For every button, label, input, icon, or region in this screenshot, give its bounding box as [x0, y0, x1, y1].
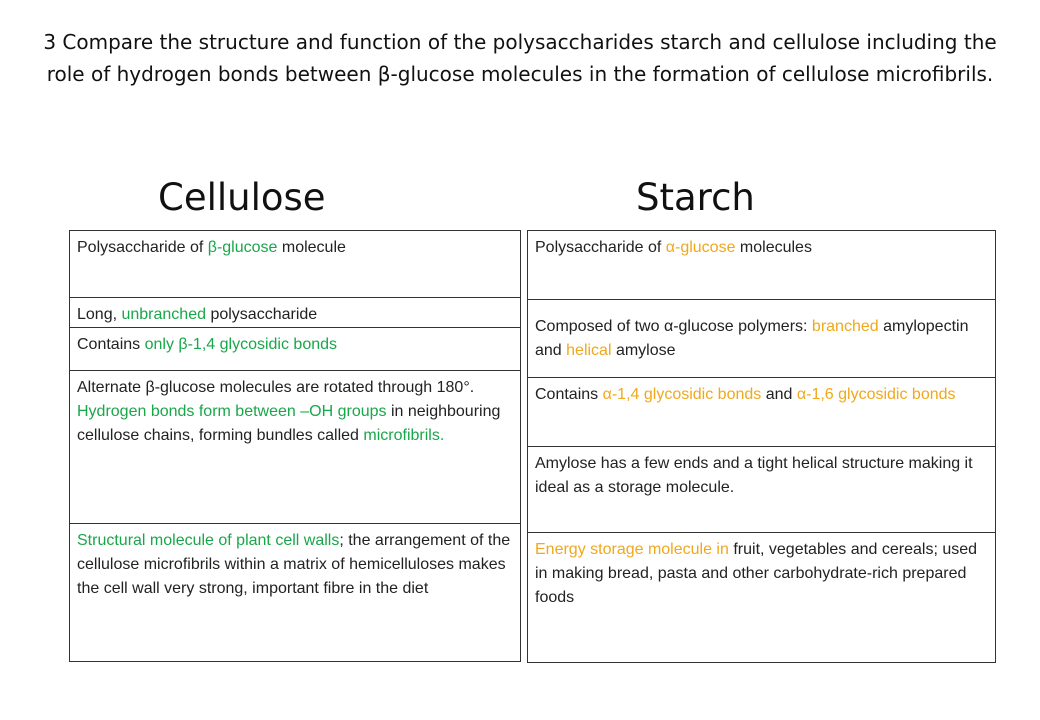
plain-text: ; the arrangement of the cellulose microfibrils within a matrix of hemicelluloses makes the cell wall very strong, important fibre in the diet: [77, 532, 511, 597]
plain-text: amylose: [611, 341, 676, 359]
plain-text: Polysaccharide of: [77, 239, 208, 256]
highlight-text: Hydrogen bonds form between –OH groups: [77, 403, 387, 420]
starch-cell: [528, 378, 996, 447]
plain-text: molecule: [277, 239, 346, 256]
cellulose-cell: [70, 298, 521, 328]
plain-text: polysaccharide: [206, 306, 318, 323]
starch-cell: [528, 300, 996, 378]
starch-row: [528, 533, 996, 663]
cellulose-cell: [70, 231, 521, 298]
highlight-text: microfibrils.: [363, 427, 445, 444]
cellulose-heading: Cellulose: [158, 176, 326, 219]
plain-text: molecules: [735, 239, 812, 256]
plain-text: Polysaccharide of: [535, 239, 666, 256]
highlight-text: Energy storage molecule in: [535, 541, 729, 558]
highlight-text: only β-1,4 glycosidic bonds: [144, 336, 338, 353]
starch-cell: [528, 447, 996, 533]
highlight-text: unbranched: [121, 306, 206, 323]
cellulose-row: [70, 231, 521, 298]
starch-heading: Starch: [636, 176, 755, 219]
plain-text: amylopectin and: [535, 317, 969, 359]
highlight-text: α-glucose: [665, 239, 736, 256]
cellulose-table: [69, 230, 521, 662]
starch-table: [527, 230, 996, 663]
question-text: 3 Compare the structure and function of the polysaccharides starch and cellulose including the role of hydrogen bonds between β-glucose molecules in the formation of cellulose microfibrils.: [43, 30, 997, 86]
plain-text: Alternate β-glucose molecules are rotated through 180°.: [77, 379, 475, 396]
cellulose-row: [70, 524, 521, 662]
highlight-text: Structural molecule of plant cell walls: [77, 532, 340, 549]
starch-row: [528, 300, 996, 378]
highlight-text: α-1,6 glycosidic bonds: [796, 386, 956, 403]
starch-row: [528, 231, 996, 300]
cellulose-row: [70, 371, 521, 524]
plain-text: Amylose has a few ends and a tight helical structure making it ideal as a storage molecule.: [535, 455, 973, 496]
starch-cell: [528, 533, 996, 663]
highlight-text: α-1,4 glycosidic bonds: [602, 386, 762, 403]
starch-row: [528, 447, 996, 533]
cellulose-cell: [70, 371, 521, 524]
plain-text: Contains: [77, 336, 145, 353]
highlight-text: helical: [566, 341, 612, 359]
highlight-text: β-glucose: [207, 239, 278, 256]
cellulose-cell: [70, 524, 521, 662]
cellulose-row: [70, 298, 521, 328]
highlight-text: branched: [811, 317, 879, 335]
plain-text: Composed of two α-glucose polymers:: [535, 317, 812, 335]
plain-text: and: [761, 386, 797, 403]
plain-text: Long,: [77, 306, 122, 323]
starch-row: [528, 378, 996, 447]
plain-text: Contains: [535, 386, 603, 403]
starch-cell: [528, 231, 996, 300]
cellulose-row: [70, 328, 521, 371]
plain-text: fruit, vegetables and cereals; used in making bread, pasta and other carbohydrate-rich prepared foods: [535, 541, 978, 606]
plain-text: in neighbouring cellulose chains, forming bundles called: [77, 403, 501, 444]
cellulose-cell: [70, 328, 521, 371]
